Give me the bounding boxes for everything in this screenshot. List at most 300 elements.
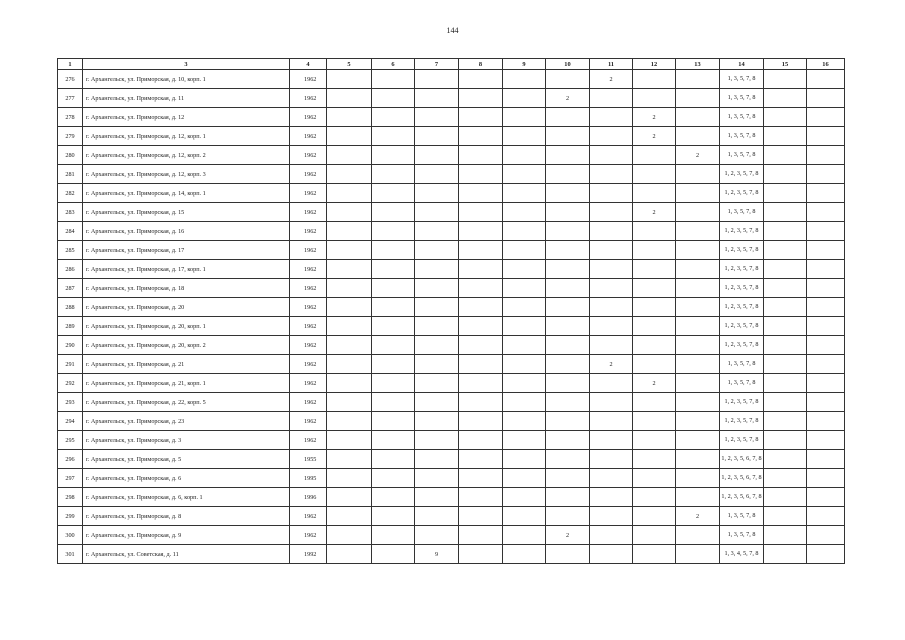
col16-cell bbox=[807, 469, 845, 488]
address-cell: г. Архангельск, ул. Приморская, д. 17, корп. 1 bbox=[83, 260, 290, 279]
col12-cell bbox=[633, 488, 676, 507]
codes-cell: 1, 3, 5, 7, 8 bbox=[720, 355, 764, 374]
row-number-cell: 283 bbox=[58, 203, 83, 222]
column-header: 6 bbox=[372, 59, 415, 70]
col11-cell bbox=[590, 469, 633, 488]
table-row bbox=[58, 222, 845, 241]
row-number-cell: 278 bbox=[58, 108, 83, 127]
col5-cell bbox=[327, 412, 372, 431]
col6-cell bbox=[372, 165, 415, 184]
col5-cell bbox=[327, 279, 372, 298]
col13-cell bbox=[676, 336, 720, 355]
col7-cell bbox=[415, 127, 459, 146]
address-cell: г. Архангельск, ул. Приморская, д. 14, корп. 1 bbox=[83, 184, 290, 203]
col6-cell bbox=[372, 469, 415, 488]
col9-cell bbox=[503, 545, 546, 564]
row-number-cell: 296 bbox=[58, 450, 83, 469]
col13-cell: 2 bbox=[676, 146, 720, 165]
col7-cell bbox=[415, 431, 459, 450]
year-cell: 1995 bbox=[290, 469, 327, 488]
col5-cell bbox=[327, 203, 372, 222]
col7-cell bbox=[415, 146, 459, 165]
col10-cell bbox=[546, 108, 590, 127]
col11-cell bbox=[590, 336, 633, 355]
row-number-cell: 299 bbox=[58, 507, 83, 526]
address-cell: г. Архангельск, ул. Приморская, д. 23 bbox=[83, 412, 290, 431]
col9-cell bbox=[503, 317, 546, 336]
col8-cell bbox=[459, 222, 503, 241]
col10-cell bbox=[546, 450, 590, 469]
year-cell: 1962 bbox=[290, 146, 327, 165]
col8-cell bbox=[459, 279, 503, 298]
col15-cell bbox=[764, 317, 807, 336]
col15-cell bbox=[764, 203, 807, 222]
col12-cell bbox=[633, 70, 676, 89]
table-row bbox=[58, 203, 845, 222]
codes-cell: 1, 3, 5, 7, 8 bbox=[720, 146, 764, 165]
col5-cell bbox=[327, 127, 372, 146]
col15-cell bbox=[764, 355, 807, 374]
col10-cell bbox=[546, 317, 590, 336]
col13-cell bbox=[676, 431, 720, 450]
col15-cell bbox=[764, 488, 807, 507]
col10-cell bbox=[546, 127, 590, 146]
table-row bbox=[58, 450, 845, 469]
address-cell: г. Архангельск, ул. Приморская, д. 6 bbox=[83, 469, 290, 488]
col8-cell bbox=[459, 108, 503, 127]
row-number-cell: 300 bbox=[58, 526, 83, 545]
col13-cell bbox=[676, 393, 720, 412]
address-cell: г. Архангельск, ул. Приморская, д. 21 bbox=[83, 355, 290, 374]
table-row bbox=[58, 279, 845, 298]
col16-cell bbox=[807, 127, 845, 146]
col12-cell bbox=[633, 431, 676, 450]
codes-cell: 1, 3, 5, 7, 8 bbox=[720, 70, 764, 89]
col13-cell bbox=[676, 374, 720, 393]
col13-cell bbox=[676, 184, 720, 203]
row-number-cell: 279 bbox=[58, 127, 83, 146]
col11-cell bbox=[590, 165, 633, 184]
col12-cell bbox=[633, 241, 676, 260]
col11-cell bbox=[590, 450, 633, 469]
col13-cell bbox=[676, 488, 720, 507]
table-row bbox=[58, 431, 845, 450]
col11-cell bbox=[590, 393, 633, 412]
address-cell: г. Архангельск, ул. Приморская, д. 20, корп. 2 bbox=[83, 336, 290, 355]
col11-cell bbox=[590, 203, 633, 222]
year-cell: 1962 bbox=[290, 431, 327, 450]
row-number-cell: 287 bbox=[58, 279, 83, 298]
address-cell: г. Архангельск, ул. Приморская, д. 12, корп. 3 bbox=[83, 165, 290, 184]
col8-cell bbox=[459, 507, 503, 526]
col10-cell bbox=[546, 336, 590, 355]
column-header: 11 bbox=[590, 59, 633, 70]
col8-cell bbox=[459, 89, 503, 108]
col15-cell bbox=[764, 431, 807, 450]
address-cell: г. Архангельск, ул. Приморская, д. 12, корп. 1 bbox=[83, 127, 290, 146]
col12-cell bbox=[633, 355, 676, 374]
col12-cell bbox=[633, 317, 676, 336]
table-row bbox=[58, 355, 845, 374]
col10-cell bbox=[546, 507, 590, 526]
col6-cell bbox=[372, 317, 415, 336]
col10-cell bbox=[546, 203, 590, 222]
col15-cell bbox=[764, 279, 807, 298]
col6-cell bbox=[372, 412, 415, 431]
address-cell: г. Архангельск, ул. Приморская, д. 5 bbox=[83, 450, 290, 469]
col6-cell bbox=[372, 336, 415, 355]
col6-cell bbox=[372, 89, 415, 108]
col5-cell bbox=[327, 70, 372, 89]
col8-cell bbox=[459, 488, 503, 507]
col6-cell bbox=[372, 146, 415, 165]
col9-cell bbox=[503, 355, 546, 374]
col9-cell bbox=[503, 241, 546, 260]
codes-cell: 1, 2, 3, 5, 7, 8 bbox=[720, 336, 764, 355]
col8-cell bbox=[459, 127, 503, 146]
col11-cell bbox=[590, 317, 633, 336]
table-row bbox=[58, 526, 845, 545]
col6-cell bbox=[372, 488, 415, 507]
col9-cell bbox=[503, 412, 546, 431]
row-number-cell: 297 bbox=[58, 469, 83, 488]
col5-cell bbox=[327, 146, 372, 165]
table-row bbox=[58, 260, 845, 279]
col12-cell bbox=[633, 336, 676, 355]
year-cell: 1962 bbox=[290, 336, 327, 355]
col16-cell bbox=[807, 70, 845, 89]
table-row bbox=[58, 469, 845, 488]
address-cell: г. Архангельск, ул. Приморская, д. 11 bbox=[83, 89, 290, 108]
col5-cell bbox=[327, 298, 372, 317]
page-number: 144 bbox=[446, 26, 459, 35]
col12-cell: 2 bbox=[633, 374, 676, 393]
col11-cell bbox=[590, 127, 633, 146]
codes-cell: 1, 3, 4, 5, 7, 8 bbox=[720, 545, 764, 564]
row-number-cell: 288 bbox=[58, 298, 83, 317]
col7-cell bbox=[415, 336, 459, 355]
col15-cell bbox=[764, 260, 807, 279]
table-row bbox=[58, 545, 845, 564]
col10-cell bbox=[546, 355, 590, 374]
col15-cell bbox=[764, 108, 807, 127]
codes-cell: 1, 2, 3, 5, 6, 7, 8 bbox=[720, 469, 764, 488]
year-cell: 1962 bbox=[290, 355, 327, 374]
col8-cell bbox=[459, 526, 503, 545]
column-header: 15 bbox=[764, 59, 807, 70]
codes-cell: 1, 3, 5, 7, 8 bbox=[720, 127, 764, 146]
year-cell: 1962 bbox=[290, 298, 327, 317]
col6-cell bbox=[372, 279, 415, 298]
col6-cell bbox=[372, 260, 415, 279]
col10-cell bbox=[546, 374, 590, 393]
address-cell: г. Архангельск, ул. Приморская, д. 15 bbox=[83, 203, 290, 222]
col15-cell bbox=[764, 336, 807, 355]
table-row bbox=[58, 108, 845, 127]
col11-cell bbox=[590, 526, 633, 545]
col10-cell bbox=[546, 184, 590, 203]
col12-cell bbox=[633, 222, 676, 241]
col12-cell: 2 bbox=[633, 203, 676, 222]
col6-cell bbox=[372, 184, 415, 203]
col11-cell bbox=[590, 412, 633, 431]
col5-cell bbox=[327, 260, 372, 279]
col16-cell bbox=[807, 317, 845, 336]
header-row bbox=[58, 59, 845, 70]
column-header: 13 bbox=[676, 59, 720, 70]
col5-cell bbox=[327, 526, 372, 545]
col12-cell bbox=[633, 184, 676, 203]
col7-cell bbox=[415, 165, 459, 184]
col10-cell bbox=[546, 165, 590, 184]
col8-cell bbox=[459, 336, 503, 355]
row-number-cell: 284 bbox=[58, 222, 83, 241]
year-cell: 1962 bbox=[290, 203, 327, 222]
col16-cell bbox=[807, 488, 845, 507]
col9-cell bbox=[503, 89, 546, 108]
table-row bbox=[58, 374, 845, 393]
col5-cell bbox=[327, 241, 372, 260]
row-number-cell: 282 bbox=[58, 184, 83, 203]
col13-cell bbox=[676, 279, 720, 298]
col16-cell bbox=[807, 279, 845, 298]
col12-cell bbox=[633, 412, 676, 431]
col8-cell bbox=[459, 146, 503, 165]
col8-cell bbox=[459, 165, 503, 184]
col7-cell bbox=[415, 70, 459, 89]
codes-cell: 1, 3, 5, 7, 8 bbox=[720, 526, 764, 545]
col13-cell bbox=[676, 526, 720, 545]
col15-cell bbox=[764, 545, 807, 564]
table-row bbox=[58, 241, 845, 260]
col7-cell bbox=[415, 469, 459, 488]
address-cell: г. Архангельск, ул. Приморская, д. 16 bbox=[83, 222, 290, 241]
col9-cell bbox=[503, 165, 546, 184]
col10-cell: 2 bbox=[546, 526, 590, 545]
col10-cell bbox=[546, 241, 590, 260]
col5-cell bbox=[327, 450, 372, 469]
col8-cell bbox=[459, 317, 503, 336]
col10-cell bbox=[546, 222, 590, 241]
address-cell: г. Архангельск, ул. Приморская, д. 10, корп. 1 bbox=[83, 70, 290, 89]
col6-cell bbox=[372, 374, 415, 393]
col11-cell bbox=[590, 184, 633, 203]
table-row bbox=[58, 488, 845, 507]
codes-cell: 1, 2, 3, 5, 7, 8 bbox=[720, 317, 764, 336]
col12-cell bbox=[633, 146, 676, 165]
year-cell: 1962 bbox=[290, 526, 327, 545]
col7-cell bbox=[415, 488, 459, 507]
row-number-cell: 289 bbox=[58, 317, 83, 336]
col9-cell bbox=[503, 488, 546, 507]
codes-cell: 1, 3, 5, 7, 8 bbox=[720, 507, 764, 526]
address-cell: г. Архангельск, ул. Приморская, д. 21, корп. 1 bbox=[83, 374, 290, 393]
col8-cell bbox=[459, 355, 503, 374]
table-row bbox=[58, 393, 845, 412]
col6-cell bbox=[372, 108, 415, 127]
year-cell: 1962 bbox=[290, 374, 327, 393]
column-header: 12 bbox=[633, 59, 676, 70]
col13-cell bbox=[676, 260, 720, 279]
codes-cell: 1, 2, 3, 5, 7, 8 bbox=[720, 165, 764, 184]
table-body bbox=[58, 70, 845, 564]
col16-cell bbox=[807, 393, 845, 412]
col5-cell bbox=[327, 431, 372, 450]
column-header: 5 bbox=[327, 59, 372, 70]
col13-cell bbox=[676, 127, 720, 146]
row-number-cell: 285 bbox=[58, 241, 83, 260]
col8-cell bbox=[459, 412, 503, 431]
col11-cell bbox=[590, 146, 633, 165]
col6-cell bbox=[372, 393, 415, 412]
col6-cell bbox=[372, 431, 415, 450]
col13-cell bbox=[676, 355, 720, 374]
col13-cell bbox=[676, 108, 720, 127]
col15-cell bbox=[764, 374, 807, 393]
col6-cell bbox=[372, 545, 415, 564]
col12-cell bbox=[633, 526, 676, 545]
col8-cell bbox=[459, 450, 503, 469]
col15-cell bbox=[764, 184, 807, 203]
col10-cell: 2 bbox=[546, 89, 590, 108]
codes-cell: 1, 2, 3, 5, 6, 7, 8 bbox=[720, 450, 764, 469]
col11-cell bbox=[590, 108, 633, 127]
codes-cell: 1, 2, 3, 5, 7, 8 bbox=[720, 393, 764, 412]
codes-cell: 1, 3, 5, 7, 8 bbox=[720, 374, 764, 393]
col6-cell bbox=[372, 127, 415, 146]
col6-cell bbox=[372, 70, 415, 89]
year-cell: 1962 bbox=[290, 393, 327, 412]
col7-cell bbox=[415, 108, 459, 127]
row-number-cell: 280 bbox=[58, 146, 83, 165]
col5-cell bbox=[327, 165, 372, 184]
col16-cell bbox=[807, 260, 845, 279]
table-row bbox=[58, 165, 845, 184]
col15-cell bbox=[764, 165, 807, 184]
col13-cell bbox=[676, 89, 720, 108]
table-row bbox=[58, 89, 845, 108]
col16-cell bbox=[807, 108, 845, 127]
column-header: 8 bbox=[459, 59, 503, 70]
col10-cell bbox=[546, 146, 590, 165]
col11-cell bbox=[590, 488, 633, 507]
col5-cell bbox=[327, 393, 372, 412]
col15-cell bbox=[764, 70, 807, 89]
column-header: 14 bbox=[720, 59, 764, 70]
col12-cell bbox=[633, 545, 676, 564]
col8-cell bbox=[459, 393, 503, 412]
address-cell: г. Архангельск, ул. Приморская, д. 9 bbox=[83, 526, 290, 545]
col5-cell bbox=[327, 355, 372, 374]
year-cell: 1996 bbox=[290, 488, 327, 507]
col9-cell bbox=[503, 336, 546, 355]
col11-cell bbox=[590, 222, 633, 241]
col6-cell bbox=[372, 355, 415, 374]
year-cell: 1962 bbox=[290, 241, 327, 260]
col7-cell bbox=[415, 393, 459, 412]
row-number-cell: 276 bbox=[58, 70, 83, 89]
year-cell: 1962 bbox=[290, 165, 327, 184]
col9-cell bbox=[503, 222, 546, 241]
year-cell: 1962 bbox=[290, 70, 327, 89]
col7-cell: 9 bbox=[415, 545, 459, 564]
col15-cell bbox=[764, 412, 807, 431]
codes-cell: 1, 3, 5, 7, 8 bbox=[720, 108, 764, 127]
col11-cell bbox=[590, 431, 633, 450]
col16-cell bbox=[807, 507, 845, 526]
col7-cell bbox=[415, 355, 459, 374]
table-row bbox=[58, 336, 845, 355]
col11-cell: 2 bbox=[590, 70, 633, 89]
col10-cell bbox=[546, 70, 590, 89]
address-cell: г. Архангельск, ул. Приморская, д. 8 bbox=[83, 507, 290, 526]
col10-cell bbox=[546, 298, 590, 317]
col5-cell bbox=[327, 89, 372, 108]
col13-cell bbox=[676, 298, 720, 317]
col8-cell bbox=[459, 469, 503, 488]
year-cell: 1992 bbox=[290, 545, 327, 564]
col15-cell bbox=[764, 450, 807, 469]
row-number-cell: 292 bbox=[58, 374, 83, 393]
col13-cell bbox=[676, 469, 720, 488]
col10-cell bbox=[546, 431, 590, 450]
col5-cell bbox=[327, 336, 372, 355]
address-cell: г. Архангельск, ул. Приморская, д. 22, корп. 5 bbox=[83, 393, 290, 412]
col12-cell: 2 bbox=[633, 108, 676, 127]
col12-cell bbox=[633, 279, 676, 298]
codes-cell: 1, 3, 5, 7, 8 bbox=[720, 89, 764, 108]
register-table bbox=[57, 58, 845, 564]
codes-cell: 1, 2, 3, 5, 7, 8 bbox=[720, 260, 764, 279]
year-cell: 1962 bbox=[290, 279, 327, 298]
col6-cell bbox=[372, 450, 415, 469]
codes-cell: 1, 3, 5, 7, 8 bbox=[720, 203, 764, 222]
col16-cell bbox=[807, 146, 845, 165]
col16-cell bbox=[807, 165, 845, 184]
col7-cell bbox=[415, 450, 459, 469]
col16-cell bbox=[807, 89, 845, 108]
col10-cell bbox=[546, 260, 590, 279]
col11-cell bbox=[590, 89, 633, 108]
col8-cell bbox=[459, 70, 503, 89]
col9-cell bbox=[503, 393, 546, 412]
col10-cell bbox=[546, 488, 590, 507]
col5-cell bbox=[327, 222, 372, 241]
col9-cell bbox=[503, 146, 546, 165]
col13-cell bbox=[676, 545, 720, 564]
row-number-cell: 277 bbox=[58, 89, 83, 108]
column-header: 9 bbox=[503, 59, 546, 70]
col7-cell bbox=[415, 184, 459, 203]
year-cell: 1962 bbox=[290, 222, 327, 241]
col7-cell bbox=[415, 298, 459, 317]
address-cell: г. Архангельск, ул. Приморская, д. 12, корп. 2 bbox=[83, 146, 290, 165]
col7-cell bbox=[415, 374, 459, 393]
col15-cell bbox=[764, 89, 807, 108]
col9-cell bbox=[503, 184, 546, 203]
col5-cell bbox=[327, 317, 372, 336]
table-row bbox=[58, 127, 845, 146]
table-row bbox=[58, 507, 845, 526]
address-cell: г. Архангельск, ул. Приморская, д. 18 bbox=[83, 279, 290, 298]
row-number-cell: 294 bbox=[58, 412, 83, 431]
col7-cell bbox=[415, 260, 459, 279]
address-cell: г. Архангельск, ул. Приморская, д. 20, корп. 1 bbox=[83, 317, 290, 336]
col12-cell bbox=[633, 469, 676, 488]
col16-cell bbox=[807, 545, 845, 564]
col13-cell bbox=[676, 165, 720, 184]
col9-cell bbox=[503, 203, 546, 222]
